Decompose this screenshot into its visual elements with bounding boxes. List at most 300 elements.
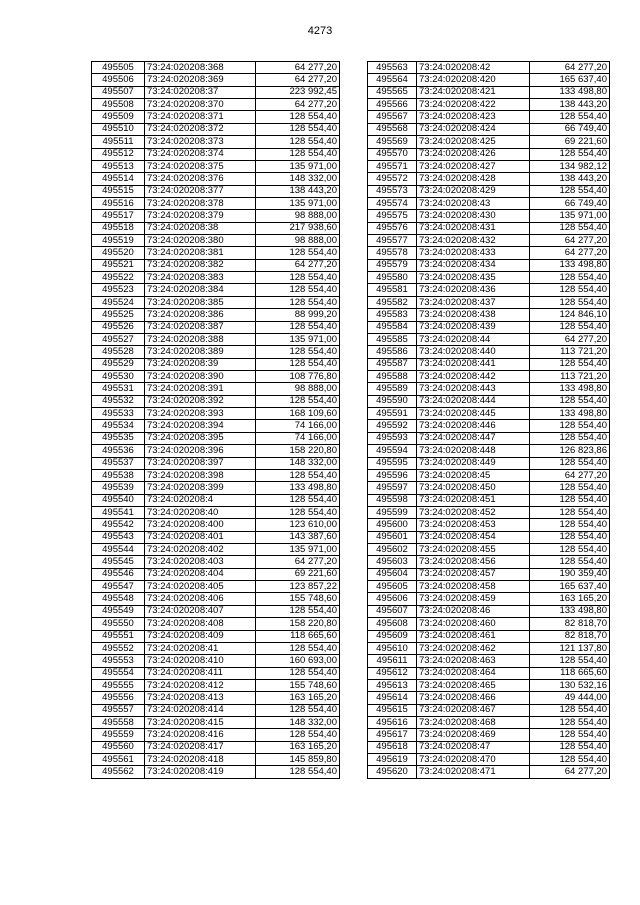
- cadastral-number-cell: 73:24:020208:386: [145, 309, 256, 321]
- record-number-cell: 495602: [368, 544, 417, 556]
- cadastral-number-cell: 73:24:020208:372: [145, 123, 256, 135]
- record-number-cell: 495545: [92, 556, 145, 568]
- value-cell: 128 554,40: [530, 556, 610, 568]
- record-number-cell: 495609: [368, 630, 417, 642]
- value-cell: 69 221,60: [256, 568, 340, 580]
- cadastral-number-cell: 73:24:020208:44: [417, 333, 530, 345]
- cadastral-number-cell: 73:24:020208:439: [417, 321, 530, 333]
- cadastral-number-cell: 73:24:020208:464: [417, 667, 530, 679]
- value-cell: 64 277,20: [530, 333, 610, 345]
- table-row: [368, 309, 610, 321]
- record-number-cell: 495556: [92, 692, 145, 704]
- cadastral-number-cell: 73:24:020208:42: [417, 62, 530, 74]
- table-row: [368, 173, 610, 185]
- cadastral-number-cell: 73:24:020208:391: [145, 383, 256, 395]
- record-number-cell: 495574: [368, 197, 417, 209]
- record-number-cell: 495543: [92, 531, 145, 543]
- record-number-cell: 495538: [92, 469, 145, 481]
- table-row: [92, 482, 340, 494]
- record-number-cell: 495583: [368, 309, 417, 321]
- record-number-cell: 495512: [92, 148, 145, 160]
- record-number-cell: 495561: [92, 754, 145, 766]
- record-number-cell: 495533: [92, 408, 145, 420]
- record-number-cell: 495527: [92, 333, 145, 345]
- value-cell: 133 498,80: [256, 482, 340, 494]
- value-cell: 74 166,00: [256, 432, 340, 444]
- cadastral-number-cell: 73:24:020208:420: [417, 74, 530, 86]
- table-row: [368, 506, 610, 518]
- cadastral-number-cell: 73:24:020208:422: [417, 99, 530, 111]
- record-number-cell: 495565: [368, 86, 417, 98]
- table-row: [92, 445, 340, 457]
- cadastral-number-cell: 73:24:020208:396: [145, 445, 256, 457]
- value-cell: 123 610,00: [256, 519, 340, 531]
- cadastral-number-cell: 73:24:020208:402: [145, 544, 256, 556]
- cadastral-number-cell: 73:24:020208:392: [145, 395, 256, 407]
- value-cell: 64 277,20: [530, 247, 610, 259]
- table-row: [368, 482, 610, 494]
- cadastral-number-cell: 73:24:020208:456: [417, 556, 530, 568]
- value-cell: 64 277,20: [530, 62, 610, 74]
- table-row: [368, 74, 610, 86]
- cadastral-number-cell: 73:24:020208:440: [417, 346, 530, 358]
- table-row: [92, 692, 340, 704]
- table-row: [92, 531, 340, 543]
- value-cell: 128 554,40: [530, 395, 610, 407]
- cadastral-number-cell: 73:24:020208:410: [145, 655, 256, 667]
- record-number-cell: 495614: [368, 692, 417, 704]
- record-number-cell: 495518: [92, 222, 145, 234]
- cadastral-number-cell: 73:24:020208:398: [145, 469, 256, 481]
- cadastral-number-cell: 73:24:020208:461: [417, 630, 530, 642]
- value-cell: 69 221,60: [530, 136, 610, 148]
- value-cell: 128 554,40: [530, 741, 610, 753]
- table-row: [368, 420, 610, 432]
- value-cell: 64 277,20: [256, 74, 340, 86]
- record-number-cell: 495594: [368, 445, 417, 457]
- value-cell: 163 165,20: [256, 741, 340, 753]
- record-number-cell: 495563: [368, 62, 417, 74]
- table-row: [368, 544, 610, 556]
- record-number-cell: 495591: [368, 408, 417, 420]
- record-number-cell: 495604: [368, 568, 417, 580]
- cadastral-number-cell: 73:24:020208:419: [145, 766, 256, 778]
- cadastral-number-cell: 73:24:020208:448: [417, 445, 530, 457]
- cadastral-number-cell: 73:24:020208:447: [417, 432, 530, 444]
- value-cell: 163 165,20: [530, 593, 610, 605]
- record-number-cell: 495547: [92, 581, 145, 593]
- table-row: [368, 766, 610, 778]
- table-row: [92, 605, 340, 617]
- value-cell: 126 823,86: [530, 445, 610, 457]
- table-row: [368, 259, 610, 271]
- value-cell: 82 818,70: [530, 630, 610, 642]
- record-number-cell: 495580: [368, 272, 417, 284]
- record-number-cell: 495535: [92, 432, 145, 444]
- table-row: [368, 519, 610, 531]
- record-number-cell: 495585: [368, 333, 417, 345]
- table-row: [92, 222, 340, 234]
- cadastral-number-cell: 73:24:020208:426: [417, 148, 530, 160]
- table-row: [92, 642, 340, 654]
- table-row: [368, 494, 610, 506]
- table-row: [92, 494, 340, 506]
- record-number-cell: 495514: [92, 173, 145, 185]
- table-row: [92, 420, 340, 432]
- value-cell: 128 554,40: [530, 222, 610, 234]
- table-row: [92, 173, 340, 185]
- record-number-cell: 495581: [368, 284, 417, 296]
- value-cell: 128 554,40: [530, 148, 610, 160]
- table-row: [92, 395, 340, 407]
- table-row: [92, 296, 340, 308]
- record-number-cell: 495582: [368, 296, 417, 308]
- table-row: [368, 618, 610, 630]
- cadastral-number-cell: 73:24:020208:379: [145, 210, 256, 222]
- table-row: [92, 667, 340, 679]
- record-number-cell: 495530: [92, 370, 145, 382]
- record-number-cell: 495619: [368, 754, 417, 766]
- cadastral-number-cell: 73:24:020208:421: [417, 86, 530, 98]
- cadastral-number-cell: 73:24:020208:368: [145, 62, 256, 74]
- table-row: [368, 272, 610, 284]
- record-number-cell: 495534: [92, 420, 145, 432]
- page-number: 4273: [307, 25, 333, 37]
- record-number-cell: 495515: [92, 185, 145, 197]
- value-cell: 128 554,40: [256, 766, 340, 778]
- cadastral-number-cell: 73:24:020208:377: [145, 185, 256, 197]
- value-cell: 128 554,40: [256, 296, 340, 308]
- record-number-cell: 495540: [92, 494, 145, 506]
- table-row: [92, 99, 340, 111]
- cadastral-number-cell: 73:24:020208:417: [145, 741, 256, 753]
- table-row: [92, 370, 340, 382]
- value-cell: 138 443,20: [530, 99, 610, 111]
- record-number-cell: 495603: [368, 556, 417, 568]
- table-row: [368, 160, 610, 172]
- value-cell: 128 554,40: [256, 123, 340, 135]
- table-row: [92, 346, 340, 358]
- value-cell: 130 532,16: [530, 679, 610, 691]
- cadastral-number-cell: 73:24:020208:449: [417, 457, 530, 469]
- value-cell: 128 554,40: [530, 544, 610, 556]
- record-number-cell: 495509: [92, 111, 145, 123]
- table-row: [368, 704, 610, 716]
- table-row: [92, 630, 340, 642]
- value-cell: 165 637,40: [530, 74, 610, 86]
- table-row: [92, 284, 340, 296]
- value-cell: 124 846,10: [530, 309, 610, 321]
- value-cell: 128 554,40: [530, 519, 610, 531]
- record-number-cell: 495587: [368, 358, 417, 370]
- cadastral-number-cell: 73:24:020208:446: [417, 420, 530, 432]
- table-row: [368, 247, 610, 259]
- cadastral-number-cell: 73:24:020208:401: [145, 531, 256, 543]
- table-row: [368, 222, 610, 234]
- record-number-cell: 495513: [92, 160, 145, 172]
- record-number-cell: 495521: [92, 259, 145, 271]
- value-cell: 64 277,20: [256, 259, 340, 271]
- record-number-cell: 495593: [368, 432, 417, 444]
- record-number-cell: 495586: [368, 346, 417, 358]
- cadastral-number-cell: 73:24:020208:435: [417, 272, 530, 284]
- record-number-cell: 495516: [92, 197, 145, 209]
- record-number-cell: 495551: [92, 630, 145, 642]
- table-row: [368, 62, 610, 74]
- record-number-cell: 495617: [368, 729, 417, 741]
- value-cell: 138 443,20: [530, 173, 610, 185]
- table-row: [92, 235, 340, 247]
- table-row: [92, 618, 340, 630]
- table-row: [368, 432, 610, 444]
- table-row: [368, 358, 610, 370]
- record-number-cell: 495529: [92, 358, 145, 370]
- record-number-cell: 495607: [368, 605, 417, 617]
- cadastral-number-cell: 73:24:020208:443: [417, 383, 530, 395]
- cadastral-number-cell: 73:24:020208:384: [145, 284, 256, 296]
- value-cell: 128 554,40: [256, 729, 340, 741]
- record-number-cell: 495532: [92, 395, 145, 407]
- cadastral-number-cell: 73:24:020208:465: [417, 679, 530, 691]
- record-number-cell: 495549: [92, 605, 145, 617]
- cadastral-number-cell: 73:24:020208:442: [417, 370, 530, 382]
- record-number-cell: 495528: [92, 346, 145, 358]
- cadastral-number-cell: 73:24:020208:373: [145, 136, 256, 148]
- table-row: [368, 679, 610, 691]
- cadastral-number-cell: 73:24:020208:430: [417, 210, 530, 222]
- cadastral-number-cell: 73:24:020208:441: [417, 358, 530, 370]
- value-cell: 128 554,40: [256, 506, 340, 518]
- record-number-cell: 495524: [92, 296, 145, 308]
- table-row: [92, 581, 340, 593]
- cadastral-number-cell: 73:24:020208:445: [417, 408, 530, 420]
- value-cell: 148 332,00: [256, 717, 340, 729]
- table-row: [368, 605, 610, 617]
- table-row: [368, 395, 610, 407]
- cadastral-number-cell: 73:24:020208:381: [145, 247, 256, 259]
- value-cell: 128 554,40: [256, 494, 340, 506]
- table-row: [92, 148, 340, 160]
- cadastral-number-cell: 73:24:020208:385: [145, 296, 256, 308]
- table-row: [92, 62, 340, 74]
- value-cell: 128 554,40: [256, 395, 340, 407]
- cadastral-number-cell: 73:24:020208:397: [145, 457, 256, 469]
- table-row: [368, 655, 610, 667]
- cadastral-number-cell: 73:24:020208:406: [145, 593, 256, 605]
- table-row: [368, 210, 610, 222]
- record-number-cell: 495616: [368, 717, 417, 729]
- left-table: [91, 61, 340, 779]
- record-number-cell: 495573: [368, 185, 417, 197]
- cadastral-number-cell: 73:24:020208:429: [417, 185, 530, 197]
- record-number-cell: 495596: [368, 469, 417, 481]
- value-cell: 74 166,00: [256, 420, 340, 432]
- value-cell: 128 554,40: [256, 642, 340, 654]
- record-number-cell: 495599: [368, 506, 417, 518]
- table-row: [368, 148, 610, 160]
- value-cell: 66 749,40: [530, 197, 610, 209]
- cadastral-number-cell: 73:24:020208:451: [417, 494, 530, 506]
- cadastral-number-cell: 73:24:020208:374: [145, 148, 256, 160]
- cadastral-number-cell: 73:24:020208:468: [417, 717, 530, 729]
- value-cell: 128 554,40: [256, 704, 340, 716]
- table-row: [92, 457, 340, 469]
- value-cell: 49 444,00: [530, 692, 610, 704]
- table-row: [368, 235, 610, 247]
- cadastral-number-cell: 73:24:020208:433: [417, 247, 530, 259]
- table-row: [92, 741, 340, 753]
- value-cell: 98 888,00: [256, 210, 340, 222]
- cadastral-number-cell: 73:24:020208:428: [417, 173, 530, 185]
- value-cell: 128 554,40: [530, 272, 610, 284]
- cadastral-number-cell: 73:24:020208:46: [417, 605, 530, 617]
- table-row: [92, 766, 340, 778]
- table-row: [368, 729, 610, 741]
- value-cell: 133 498,80: [530, 383, 610, 395]
- table-row: [368, 99, 610, 111]
- record-number-cell: 495511: [92, 136, 145, 148]
- record-number-cell: 495553: [92, 655, 145, 667]
- table-row: [92, 321, 340, 333]
- value-cell: 128 554,40: [256, 346, 340, 358]
- value-cell: 128 554,40: [530, 482, 610, 494]
- table-row: [368, 717, 610, 729]
- cadastral-number-cell: 73:24:020208:463: [417, 655, 530, 667]
- record-number-cell: 495577: [368, 235, 417, 247]
- value-cell: 128 554,40: [530, 296, 610, 308]
- cadastral-number-cell: 73:24:020208:370: [145, 99, 256, 111]
- record-number-cell: 495525: [92, 309, 145, 321]
- record-number-cell: 495554: [92, 667, 145, 679]
- value-cell: 223 992,45: [256, 86, 340, 98]
- value-cell: 128 554,40: [530, 729, 610, 741]
- value-cell: 118 665,60: [530, 667, 610, 679]
- value-cell: 128 554,40: [256, 136, 340, 148]
- record-number-cell: 495618: [368, 741, 417, 753]
- value-cell: 123 857,22: [256, 581, 340, 593]
- table-row: [368, 111, 610, 123]
- record-number-cell: 495564: [368, 74, 417, 86]
- table-row: [92, 729, 340, 741]
- table-row: [368, 346, 610, 358]
- table-row: [368, 754, 610, 766]
- value-cell: 190 359,40: [530, 568, 610, 580]
- record-number-cell: 495590: [368, 395, 417, 407]
- value-cell: 128 554,40: [530, 494, 610, 506]
- value-cell: 128 554,40: [530, 111, 610, 123]
- value-cell: 148 332,00: [256, 457, 340, 469]
- table-row: [92, 679, 340, 691]
- value-cell: 133 498,80: [530, 605, 610, 617]
- cadastral-number-cell: 73:24:020208:40: [145, 506, 256, 518]
- cadastral-number-cell: 73:24:020208:454: [417, 531, 530, 543]
- value-cell: 128 554,40: [530, 531, 610, 543]
- table-row: [368, 383, 610, 395]
- record-number-cell: 495615: [368, 704, 417, 716]
- cadastral-number-cell: 73:24:020208:418: [145, 754, 256, 766]
- table-row: [368, 457, 610, 469]
- value-cell: 128 554,40: [530, 506, 610, 518]
- value-cell: 128 554,40: [530, 704, 610, 716]
- value-cell: 168 109,60: [256, 408, 340, 420]
- cadastral-number-cell: 73:24:020208:394: [145, 420, 256, 432]
- cadastral-number-cell: 73:24:020208:409: [145, 630, 256, 642]
- record-number-cell: 495576: [368, 222, 417, 234]
- table-row: [92, 432, 340, 444]
- cadastral-number-cell: 73:24:020208:404: [145, 568, 256, 580]
- value-cell: 128 554,40: [530, 432, 610, 444]
- cadastral-number-cell: 73:24:020208:415: [145, 717, 256, 729]
- cadastral-number-cell: 73:24:020208:444: [417, 395, 530, 407]
- value-cell: 128 554,40: [530, 284, 610, 296]
- cadastral-number-cell: 73:24:020208:399: [145, 482, 256, 494]
- table-row: [368, 568, 610, 580]
- value-cell: 128 554,40: [256, 469, 340, 481]
- record-number-cell: 495572: [368, 173, 417, 185]
- record-number-cell: 495508: [92, 99, 145, 111]
- record-number-cell: 495613: [368, 679, 417, 691]
- value-cell: 128 554,40: [256, 247, 340, 259]
- cadastral-number-cell: 73:24:020208:471: [417, 766, 530, 778]
- table-row: [368, 136, 610, 148]
- record-number-cell: 495610: [368, 642, 417, 654]
- value-cell: 128 554,40: [256, 148, 340, 160]
- value-cell: 128 554,40: [256, 667, 340, 679]
- record-number-cell: 495560: [92, 741, 145, 753]
- value-cell: 163 165,20: [256, 692, 340, 704]
- table-row: [92, 197, 340, 209]
- table-row: [368, 581, 610, 593]
- cadastral-number-cell: 73:24:020208:416: [145, 729, 256, 741]
- record-number-cell: 495505: [92, 62, 145, 74]
- table-row: [92, 272, 340, 284]
- cadastral-number-cell: 73:24:020208:382: [145, 259, 256, 271]
- value-cell: 128 554,40: [256, 111, 340, 123]
- record-number-cell: 495562: [92, 766, 145, 778]
- value-cell: 128 554,40: [256, 358, 340, 370]
- record-number-cell: 495507: [92, 86, 145, 98]
- cadastral-number-cell: 73:24:020208:375: [145, 160, 256, 172]
- record-number-cell: 495544: [92, 544, 145, 556]
- cadastral-number-cell: 73:24:020208:411: [145, 667, 256, 679]
- table-row: [92, 86, 340, 98]
- cadastral-number-cell: 73:24:020208:436: [417, 284, 530, 296]
- value-cell: 82 818,70: [530, 618, 610, 630]
- cadastral-number-cell: 73:24:020208:434: [417, 259, 530, 271]
- value-cell: 128 554,40: [256, 321, 340, 333]
- table-row: [368, 333, 610, 345]
- table-row: [92, 469, 340, 481]
- cadastral-number-cell: 73:24:020208:39: [145, 358, 256, 370]
- cadastral-number-cell: 73:24:020208:412: [145, 679, 256, 691]
- record-number-cell: 495588: [368, 370, 417, 382]
- value-cell: 135 971,00: [530, 210, 610, 222]
- value-cell: 128 554,40: [530, 321, 610, 333]
- cadastral-number-cell: 73:24:020208:458: [417, 581, 530, 593]
- record-number-cell: 495595: [368, 457, 417, 469]
- value-cell: 158 220,80: [256, 445, 340, 457]
- record-number-cell: 495611: [368, 655, 417, 667]
- record-number-cell: 495523: [92, 284, 145, 296]
- table-row: [368, 630, 610, 642]
- record-number-cell: 495567: [368, 111, 417, 123]
- value-cell: 134 982,12: [530, 160, 610, 172]
- record-number-cell: 495598: [368, 494, 417, 506]
- table-row: [368, 86, 610, 98]
- table-row: [368, 667, 610, 679]
- cadastral-number-cell: 73:24:020208:403: [145, 556, 256, 568]
- value-cell: 113 721,20: [530, 346, 610, 358]
